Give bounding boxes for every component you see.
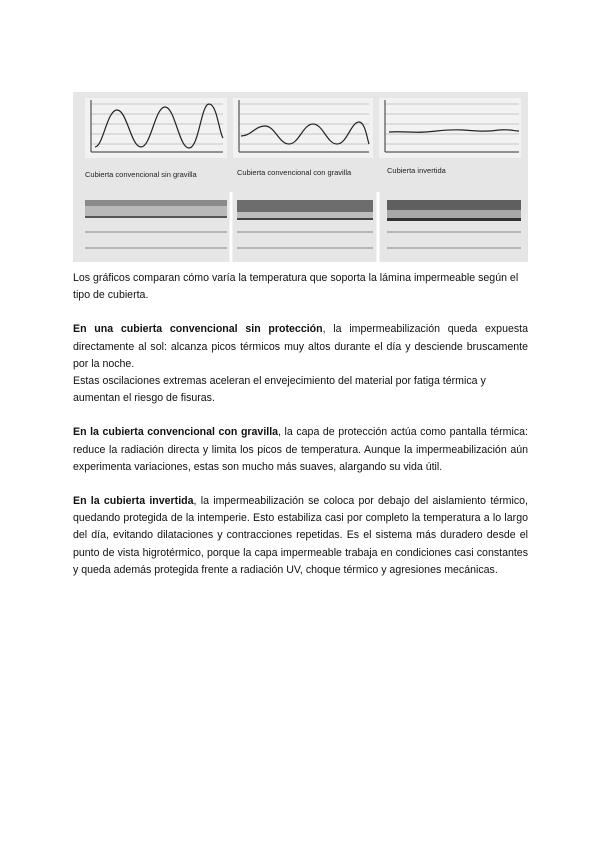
paragraph-intro: Los gráficos comparan cómo varía la temperatura que soporta la lámina impermeable según el tipo de cubierta. bbox=[73, 272, 519, 302]
heading-invertida: En la cubierta invertida bbox=[73, 495, 194, 508]
heading-sin-gravilla: En una cubierta convencional sin protección bbox=[73, 323, 323, 336]
section-con-gravilla bbox=[237, 200, 373, 248]
chart-invertida bbox=[379, 98, 521, 158]
caption-con-gravilla: Cubierta convencional con gravilla bbox=[237, 168, 352, 177]
caption-sin-gravilla: Cubierta convencional sin gravilla bbox=[85, 170, 197, 179]
chart-con-gravilla bbox=[233, 98, 373, 158]
chart-sin-gravilla bbox=[85, 98, 227, 158]
paragraph-sin-gravilla bbox=[73, 321, 528, 373]
section-sin-gravilla bbox=[85, 200, 227, 248]
text-invertida: , la impermeabilización se coloca por debajo del aislamiento térmico, quedando protegida de la intemperie. Esto estabiliza casi por completo la temperatura a lo largo del día, evitando dilataciones y contracciones repetidas. Es el sistema más duradero desde el punto de vista higrotérmico, porque la capa impermeable trabaja en condiciones casi constantes y queda además protegida frente a radiación UV, choque térmico y agresiones mecánicas. bbox=[73, 495, 528, 576]
paragraph-invertida bbox=[73, 493, 528, 579]
text-sin-gravilla: , la impermeabilización queda expuesta directamente al sol: alcanza picos térmicos muy altos durante el día y desciende bruscamente por la noche. bbox=[73, 323, 528, 370]
roof-temperature-figure bbox=[73, 92, 528, 262]
heading-con-gravilla: En la cubierta convencional con gravilla bbox=[73, 426, 279, 439]
paragraph-sin-gravilla-2: Estas oscilaciones extremas aceleran el envejecimiento del material por fatiga térmica y aumentan el riesgo de fisuras. bbox=[73, 375, 486, 405]
document-body bbox=[73, 270, 528, 579]
caption-invertida: Cubierta invertida bbox=[387, 166, 446, 175]
section-invertida bbox=[387, 200, 521, 248]
text-con-gravilla: , la capa de protección actúa como pantalla térmica: reduce la radiación directa y limita los picos de temperatura. Aunque la impermeabilización aún experimenta variaciones, estas son mucho más suaves, alargando su vida útil. bbox=[73, 426, 528, 473]
paragraph-con-gravilla bbox=[73, 424, 528, 476]
